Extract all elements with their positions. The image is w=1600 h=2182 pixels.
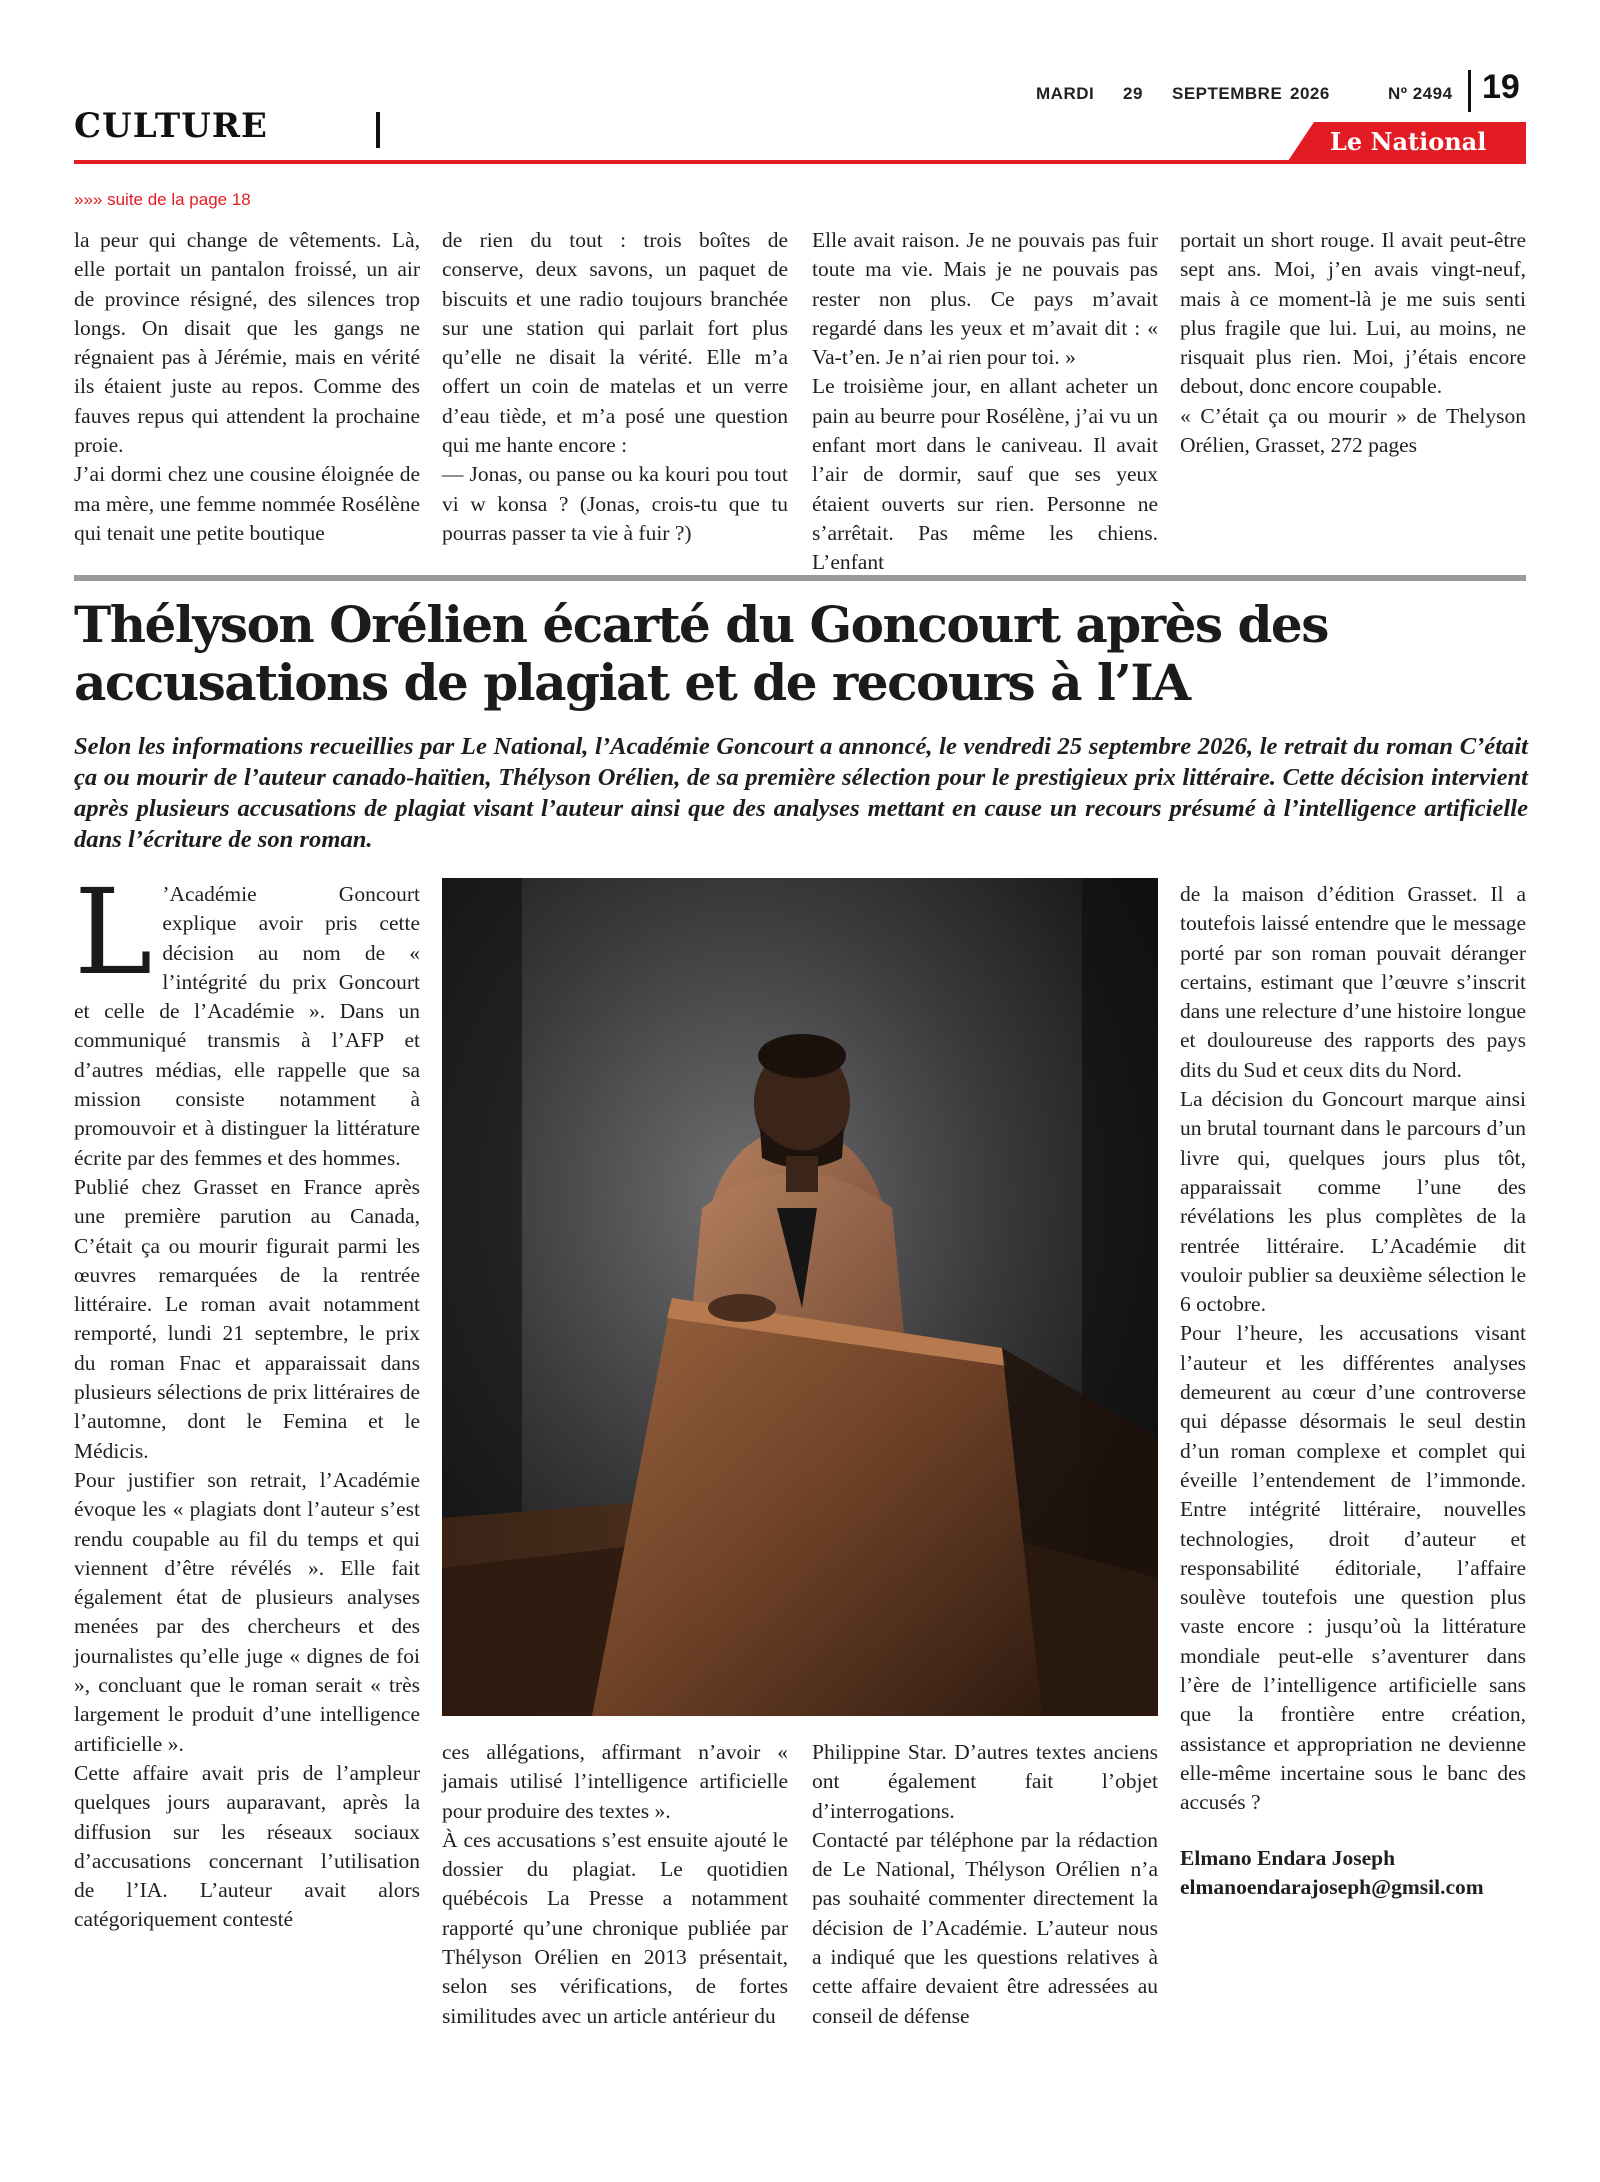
paragraph: portait un short rouge. Il avait peut-être sept ans. Moi, j’en avais vingt-neuf, mais à ce moment-là je me suis senti plus fragile que lui. Lui, au moins, ne risquait plus rien. Moi, j’étais encore debout, donc encore coupable. <box>1180 228 1526 399</box>
paper-name: Le National <box>1330 127 1487 156</box>
prev-article-col-2 <box>442 226 788 548</box>
paragraph: Publié chez Grasset en France après une première parution au Canada, C’était ça ou mourir figurait parmi les œuvres remarquées de la rentrée littéraire. Le roman avait notamment remporté, lundi 21 septembre, le prix du roman Fnac et apparaissait dans plusieurs sélections de prix littéraires de l’automne, dont le Femina et le Médicis. <box>74 1174 420 1463</box>
paragraph: Contacté par téléphone par la rédaction de Le National, Thélyson Orélien n’a pas souhaité commenter directement la décision de l’Académie. L’auteur nous a indiqué que les questions relatives à cette affaire devaient être adressées au conseil de défense <box>812 1827 1158 2028</box>
paragraph: Le troisième jour, en allant acheter un pain au beurre pour Rosélène, j’ai vu un enfant mort dans le caniveau. Il avait l’air de dormir, sauf que ses yeux étaient ouverts sur rien. Personne ne s’arrêtait. Pas même les chiens. L’enfant <box>812 374 1158 575</box>
paragraph: Pour justifier son retrait, l’Académie évoque les « plagiats dont l’auteur s’est rendu coupable au fil du temps et qui viennent d’être révélés ». Elle fait également état de plusieurs analyses menées par des chercheurs et des journalistes qu’elle juge « dignes de foi », concluant que le roman serait « très largement le produit d’une intelligence artificielle ». <box>74 1467 420 1756</box>
paragraph: Cette affaire avait pris de l’ampleur quelques jours auparavant, après la diffusion sur les réseaux sociaux d’accusations concernant l’utilisation de l’IA. L’auteur avait alors catégoriquement contesté <box>74 1760 420 1932</box>
paragraph: J’ai dormi chez une cousine éloignée de ma mère, une femme nommée Rosélène qui tenait une petite boutique <box>74 462 420 545</box>
paragraph: de rien du tout : trois boîtes de conserve, deux savons, un paquet de biscuits et une radio toujours branchée sur une station qui parlait fort plus qu’elle ne disait la vérité. Elle m’a offert un coin de matelas et un verre d’eau tiède, et m’a posé une question qui me hante encore : <box>442 228 788 458</box>
paragraph: la peur qui change de vêtements. Là, elle portait un pantalon froissé, un air de province résigné, des silences trop longs. On disait que les gangs ne régnaient pas à Jérémie, mais en vérité ils étaient juste au repos. Comme des fauves repus qui attendent la prochaine proie. <box>74 228 420 458</box>
date-day: MARDI <box>1036 84 1095 103</box>
paragraph: À ces accusations s’est ensuite ajouté le dossier du plagiat. Le quotidien québécois La Presse a notamment rapporté qu’une chronique publiée par Thélyson Orélien en 2013 présentait, selon ses vérifications, de fortes similitudes avec un article antérieur du <box>442 1827 788 2028</box>
book-reference: « C’était ça ou mourir » de Thelyson Orélien, Grasset, 272 pages <box>1180 403 1526 458</box>
article-col-1 <box>74 863 420 1935</box>
author-photo <box>442 878 1158 1716</box>
paragraph: Pour l’heure, les accusations visant l’auteur et les différentes analyses demeurent au cœur d’une controverse qui dépasse désormais le seul destin d’un roman complexe et complet qui éveille l’entendement de l’immonde. Entre intégrité littéraire, nouvelles technologies, droit d’auteur et responsabilité éditoriale, l’affaire soulève toutefois une question plus vaste encore : jusqu’où la littérature mondiale peut-elle s’aventurer dans l’ère de l’intelligence artificielle sans que la frontière entre création, assistance et appropriation ne devienne elle-même incertaine sous le banc des accusés ? <box>1180 1321 1526 1815</box>
article-col-4 <box>1180 880 1526 1902</box>
paragraph: de la maison d’édition Grasset. Il a toutefois laissé entendre que le message porté par son roman pouvait déranger certains, estimant que l’œuvre s’inscrit dans une relecture d’une histoire longue et douloureuse des rapports des pays dits du Sud et ceux dits du Nord. <box>1180 882 1526 1082</box>
paragraph: Philippine Star. D’autres textes anciens ont également fait l’objet d’interrogations. <box>812 1740 1158 1823</box>
section-title: CULTURE <box>74 106 268 146</box>
paragraph: ces allégations, affirmant n’avoir « jamais utilisé l’intelligence artificielle pour produire des textes ». <box>442 1740 788 1823</box>
page-number: 19 <box>1482 68 1520 106</box>
prev-article-col-4 <box>1180 226 1526 460</box>
article-col-3 <box>812 1738 1158 2031</box>
byline-email[interactable]: elmanoendarajoseph@gmsil.com <box>1180 1874 1484 1899</box>
date-year: 2026 <box>1290 84 1330 103</box>
paragraph-text: ’Académie Goncourt explique avoir pris cette décision au nom de « l’intégrité du prix Goncourt et celle de l’Académie ». Dans un communiqué transmis à l’AFP et d’autres médias, elle rappelle que sa mission consiste notamment à promouvoir et à distinguer la littérature écrite par des femmes et des hommes. <box>74 882 420 1170</box>
issue-number: Nº 2494 <box>1388 84 1453 103</box>
drop-cap: L <box>74 863 153 1001</box>
date-number: 29 <box>1123 84 1143 103</box>
article-col-2 <box>442 1738 788 2031</box>
continued-from-link[interactable]: »»» suite de la page 18 <box>74 190 251 209</box>
prev-article-col-1 <box>74 226 420 548</box>
paragraph: — Jonas, ou panse ou ka kouri pou tout vi w konsa ? (Jonas, crois-tu que tu pourras passer ta vie à fuir ?) <box>442 462 788 545</box>
prev-article-col-3 <box>812 226 1158 578</box>
article-separator <box>74 575 1526 581</box>
date-month: SEPTEMBRE <box>1172 84 1283 103</box>
article-headline: Thélyson Orélien écarté du Goncourt après des accusations de plagiat et de recours à l’IA <box>74 595 1328 712</box>
byline-name: Elmano Endara Joseph <box>1180 1845 1396 1870</box>
paragraph: La décision du Goncourt marque ainsi un brutal tournant dans le parcours d’un livre qui, quelques jours plus tôt, apparaissait comme l’une des révélations les plus complètes de la rentrée littéraire. L’Académie dit vouloir publier sa deuxième sélection le 6 octobre. <box>1180 1087 1526 1317</box>
article-lede: Selon les informations recueillies par Le National, l’Académie Goncourt a annoncé, le vendredi 25 septembre 2026, le retrait du roman C’était ça ou mourir de l’auteur canado-haïtien, Thélyson Orélien, de sa première sélection pour le prestigieux prix littéraire. Cette décision intervient après plusieurs accusations de plagiat visant l’auteur ainsi que des analyses mettant en cause un recours présumé à l’intelligence artificielle dans l’écriture de son roman. <box>74 733 1528 853</box>
page-number-divider <box>1468 70 1471 112</box>
paragraph: Elle avait raison. Je ne pouvais pas fuir toute ma vie. Mais je ne pouvais pas rester non plus. Ce pays m’avait regardé dans les yeux et m’avait dit : « Va-t’en. Je n’ai rien pour toi. » <box>812 228 1158 370</box>
section-divider <box>376 112 380 148</box>
paragraph <box>74 863 420 1173</box>
